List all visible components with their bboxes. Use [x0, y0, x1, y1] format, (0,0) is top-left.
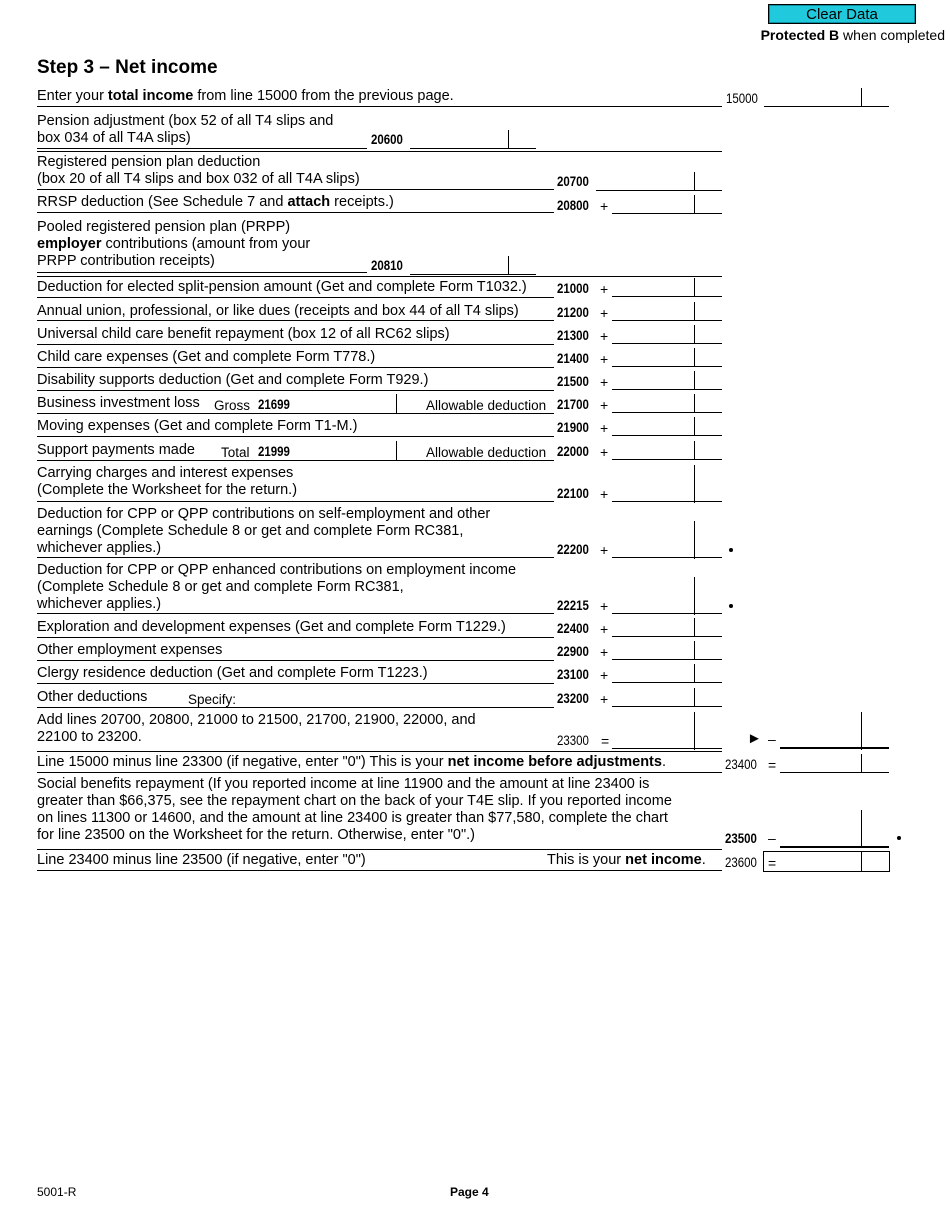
row-rule: [37, 501, 554, 502]
line-23600-label: Line 23400 minus line 23500 (if negative, enter "0"): [37, 852, 366, 868]
line-21700-input[interactable]: [612, 395, 722, 413]
line-21000-label: Deduction for elected split-pension amount (Get and complete Form T1032.): [37, 279, 527, 295]
line-22000-input[interactable]: [612, 442, 722, 460]
row-rule: [37, 660, 554, 661]
line-15000-code: 15000: [726, 91, 758, 106]
allowable-deduction-label: Allowable deduction: [426, 398, 547, 413]
equals-operator: =: [768, 855, 777, 871]
line-20810-label-2: [37, 236, 310, 253]
allowable-deduction-label: Allowable deduction: [426, 445, 547, 460]
line-20810-input[interactable]: [410, 257, 536, 275]
line-15000-label: [37, 88, 454, 105]
line-22000-label: Support payments made: [37, 442, 195, 458]
line-21900-input[interactable]: [612, 418, 722, 436]
line-23500-label-3: on lines 11300 or 14600, and the amount at line 23400 is greater than $77,580, complete the chart: [37, 810, 668, 826]
cents-divider: [694, 371, 695, 390]
row-rule: [37, 707, 554, 708]
line-23400-input[interactable]: [780, 755, 889, 773]
equals-operator: =: [768, 757, 777, 773]
line-21699-input[interactable]: [296, 396, 396, 414]
row-rule: [37, 772, 722, 773]
cents-divider: [694, 664, 695, 683]
plus-operator: +: [600, 644, 609, 660]
plus-operator: +: [600, 420, 609, 436]
plus-operator: +: [600, 598, 609, 614]
plus-operator: +: [600, 397, 609, 413]
total-label: Total: [221, 445, 250, 460]
line-21300-label: Universal child care benefit repayment (box 12 of all RC62 slips): [37, 326, 450, 342]
line-20600-label-2: box 034 of all T4A slips): [37, 130, 191, 146]
row-rule: [37, 849, 722, 850]
plus-operator: +: [600, 667, 609, 683]
line-21200-code: 21200: [557, 305, 589, 320]
plus-operator: +: [600, 305, 609, 321]
bullet-marker: [897, 836, 901, 840]
page-number: Page 4: [450, 1185, 489, 1199]
line-21000-input[interactable]: [612, 279, 722, 297]
line-23100-input[interactable]: [612, 665, 722, 683]
line-22100-label-2: (Complete the Worksheet for the return.): [37, 482, 298, 498]
row-rule: [37, 276, 722, 277]
line-21400-input[interactable]: [612, 349, 722, 367]
row-rule: [37, 297, 554, 298]
line-22100-code: 22100: [557, 486, 589, 501]
line-15000-label-bold: total income: [107, 88, 194, 104]
cents-divider: [694, 688, 695, 707]
cents-divider: [694, 325, 695, 344]
row-rule: [37, 272, 367, 273]
cents-divider: [694, 712, 695, 750]
line-20800-label-post: receipts.): [330, 194, 394, 210]
line-23300-input[interactable]: [612, 731, 722, 749]
cents-divider: [694, 441, 695, 460]
line-23200-input[interactable]: [612, 689, 722, 707]
cents-divider: [861, 851, 862, 871]
line-21000-code: 21000: [557, 281, 589, 296]
line-23500-label-4: for line 23500 on the Worksheet for the return. Otherwise, enter "0".): [37, 827, 476, 843]
row-rule: [37, 151, 722, 152]
line-21300-code: 21300: [557, 328, 589, 343]
row-rule: [37, 751, 722, 752]
net-income-text-pre: This is your: [547, 852, 626, 868]
plus-operator: +: [600, 374, 609, 390]
cents-divider: [861, 810, 862, 848]
line-20800-label-pre: RRSP deduction (See Schedule 7 and: [37, 194, 288, 210]
line-15000-label-post: from line 15000 from the previous page.: [193, 88, 454, 104]
line-23500-label-1: Social benefits repayment (If you reported income at line 11900 and the amount at line 23400 is: [37, 776, 650, 792]
line-20600-label-1: Pension adjustment (box 52 of all T4 slips and: [37, 113, 334, 129]
line-23100-label: Clergy residence deduction (Get and complete Form T1223.): [37, 665, 428, 681]
line-20810-label-2-bold: employer: [37, 236, 102, 252]
line-22200-input[interactable]: [612, 540, 722, 558]
line-21900-label: Moving expenses (Get and complete Form T1-M.): [37, 418, 358, 434]
line-20700-code: 20700: [557, 174, 589, 189]
protected-suffix: when completed: [839, 27, 945, 43]
line-22000-code: 22000: [557, 444, 589, 459]
row-rule: [37, 460, 554, 461]
row-rule: [37, 344, 554, 345]
line-21300-input[interactable]: [612, 326, 722, 344]
line-22215-label-2: (Complete Schedule 8 or get and complete Form RC381,: [37, 579, 404, 595]
line-22215-label-1: Deduction for CPP or QPP enhanced contributions on employment income: [37, 562, 517, 578]
line-20700-label-2: (box 20 of all T4 slips and box 032 of all T4A slips): [37, 171, 360, 187]
protected-b-notice: [761, 27, 945, 43]
plus-operator: +: [600, 486, 609, 502]
cents-divider: [508, 130, 509, 149]
line-22900-code: 22900: [557, 644, 589, 659]
line-23500-input[interactable]: [780, 829, 889, 848]
cents-divider: [694, 302, 695, 321]
row-rule: [37, 436, 554, 437]
line-22215-code: 22215: [557, 598, 589, 613]
equals-operator: =: [601, 733, 610, 749]
row-rule: [37, 683, 554, 684]
line-22100-input[interactable]: [612, 484, 722, 502]
line-23200-specify-input[interactable]: [242, 690, 552, 707]
line-21900-code: 21900: [557, 420, 589, 435]
line-21700-code: 21700: [557, 397, 589, 412]
line-22900-label: Other employment expenses: [37, 642, 223, 658]
cents-divider: [694, 172, 695, 191]
line-21999-code: 21999: [258, 444, 290, 459]
line-20810-label-2-rest: contributions (amount from your: [101, 236, 311, 252]
cents-divider: [508, 256, 509, 275]
line-23300-label-1: Add lines 20700, 20800, 21000 to 21500, 21700, 21900, 22000, and: [37, 712, 476, 728]
row-rule: [37, 189, 554, 190]
line-22200-label-2: earnings (Complete Schedule 8 or get and complete Form RC381,: [37, 523, 464, 539]
line-22200-code: 22200: [557, 542, 589, 557]
line-22900-input[interactable]: [612, 642, 722, 660]
line-23500-label-2: greater than $66,375, see the repayment chart on the back of your T4E slip. If you reported income: [37, 793, 672, 809]
cents-divider: [396, 394, 397, 413]
line-20810-label-1: Pooled registered pension plan (PRPP): [37, 219, 291, 235]
plus-operator: +: [600, 621, 609, 637]
bullet-marker: [729, 548, 733, 552]
plus-operator: +: [600, 444, 609, 460]
line-23500-code: 23500: [725, 831, 757, 846]
line-22200-label-3: whichever applies.): [37, 540, 162, 556]
line-15000-input[interactable]: [764, 89, 889, 107]
line-23600-net-income-text: [547, 852, 706, 869]
line-20810-code: 20810: [371, 258, 403, 273]
line-20800-label-bold: attach: [287, 194, 331, 210]
clear-data-button[interactable]: Clear Data: [768, 4, 916, 24]
cents-divider: [694, 394, 695, 413]
line-20700-input[interactable]: [596, 173, 722, 191]
bullet-marker: [729, 604, 733, 608]
line-22100-label-1: Carrying charges and interest expenses: [37, 465, 294, 481]
line-20700-label-1: Registered pension plan deduction: [37, 154, 261, 170]
line-23200-code: 23200: [557, 691, 589, 706]
gross-label: Gross: [214, 398, 251, 413]
plus-operator: +: [600, 328, 609, 344]
line-21500-input[interactable]: [612, 372, 722, 390]
net-income-text-bold: net income: [625, 852, 702, 868]
cents-divider: [694, 278, 695, 297]
line-23400-label-post: .: [661, 754, 666, 770]
line-23300-label-2: 22100 to 23200.: [37, 729, 142, 745]
line-21400-code: 21400: [557, 351, 589, 366]
protected-label: Protected B: [760, 27, 840, 43]
line-15000-label-pre: Enter your: [37, 88, 108, 104]
minus-operator: –: [768, 830, 776, 846]
cents-divider: [694, 618, 695, 637]
line-20810-label-3: PRPP contribution receipts): [37, 253, 215, 269]
cents-divider: [694, 641, 695, 660]
line-20800-code: 20800: [557, 198, 589, 213]
plus-operator: +: [600, 198, 609, 214]
cents-divider: [694, 417, 695, 436]
row-rule: [37, 212, 554, 213]
line-23200-label: Other deductions: [37, 689, 148, 705]
line-21699-code: 21699: [258, 397, 290, 412]
plus-operator: +: [600, 542, 609, 558]
row-rule: [37, 870, 722, 871]
line-22400-code: 22400: [557, 621, 589, 636]
row-rule: [37, 557, 554, 558]
arrow-right-icon: ►: [747, 730, 762, 747]
plus-operator: +: [600, 691, 609, 707]
row-rule: [37, 106, 722, 107]
line-22400-input[interactable]: [612, 619, 722, 637]
line-21500-code: 21500: [557, 374, 589, 389]
cents-divider: [694, 465, 695, 503]
row-rule: [37, 613, 554, 614]
line-23600-code: 23600: [725, 855, 757, 870]
line-22200-label-1: Deduction for CPP or QPP contributions on self-employment and other: [37, 506, 491, 522]
cents-divider: [861, 754, 862, 773]
row-rule: [37, 367, 554, 368]
row-rule: [37, 320, 554, 321]
line-20600-code: 20600: [371, 132, 403, 147]
line-23400-label-pre: Line 15000 minus line 23300 (if negative, enter "0") This is your: [37, 754, 448, 770]
cents-divider: [861, 712, 862, 750]
cents-divider: [694, 195, 695, 214]
line-23300-total-input[interactable]: [780, 730, 889, 749]
net-income-text-post: .: [701, 852, 706, 868]
cents-divider: [694, 577, 695, 615]
row-rule: [37, 637, 554, 638]
plus-operator: +: [600, 281, 609, 297]
cents-divider: [694, 521, 695, 559]
line-23300-code: 23300: [557, 733, 589, 748]
line-23400-label: [37, 754, 666, 771]
cents-divider: [694, 348, 695, 367]
line-20600-input[interactable]: [410, 131, 536, 149]
minus-operator: –: [768, 731, 776, 747]
line-22400-label: Exploration and development expenses (Get and complete Form T1229.): [37, 619, 506, 635]
line-21200-label: Annual union, professional, or like dues (receipts and box 44 of all T4 slips): [37, 303, 519, 319]
line-21999-input[interactable]: [296, 443, 396, 461]
line-21200-input[interactable]: [612, 303, 722, 321]
row-rule: [37, 390, 554, 391]
form-id: 5001-R: [37, 1185, 77, 1199]
cents-divider: [861, 88, 862, 107]
line-22215-input[interactable]: [612, 596, 722, 614]
page-title: Step 3 – Net income: [37, 57, 218, 78]
cents-divider: [396, 441, 397, 460]
line-23400-label-bold: net income before adjustments: [447, 754, 662, 770]
line-20800-input[interactable]: [612, 196, 722, 214]
line-21700-label: Business investment loss: [37, 395, 200, 411]
row-rule: [37, 413, 554, 414]
plus-operator: +: [600, 351, 609, 367]
line-23600-input[interactable]: [780, 853, 860, 870]
specify-label: Specify:: [188, 692, 237, 707]
line-21500-label: Disability supports deduction (Get and complete Form T929.): [37, 372, 429, 388]
row-rule: [37, 148, 367, 149]
line-23400-code: 23400: [725, 757, 757, 772]
line-22215-label-3: whichever applies.): [37, 596, 162, 612]
line-23100-code: 23100: [557, 667, 589, 682]
line-21400-label: Child care expenses (Get and complete Form T778.): [37, 349, 376, 365]
line-20800-label: [37, 194, 394, 211]
